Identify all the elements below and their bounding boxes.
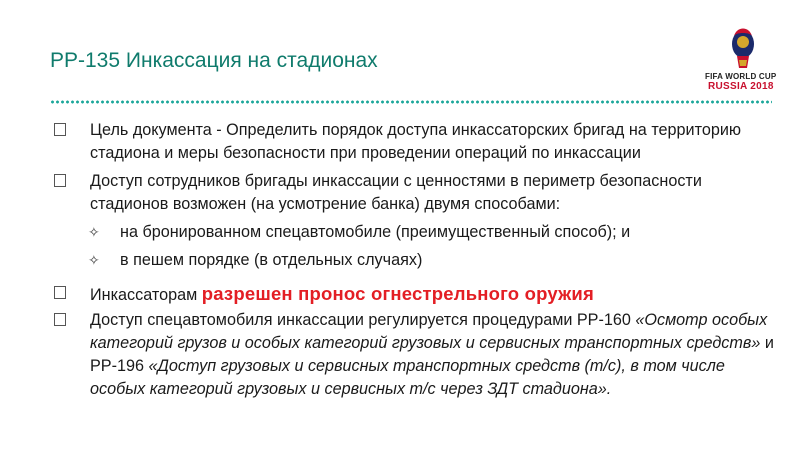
bullet-item: [50, 119, 780, 165]
bullet-text: Цель документа - Определить порядок доступа инкассаторских бригад на территорию стадиона и меры безопасности при проведении операций по инкассации: [90, 121, 742, 162]
bullet-item: [50, 170, 780, 216]
sub-bullet-text: в пешем порядке (в отдельных случаях): [120, 251, 423, 269]
sub-bullet-text: на бронированном спецавтомобиле (преимущественный способ); и: [120, 223, 631, 241]
square-bullet-icon: [54, 313, 66, 326]
sub-bullet-item: [50, 221, 780, 244]
sub-bullet-item: [50, 249, 780, 272]
italic-procedure-name: «Доступ грузовых и сервисных транспортных средств (т/с), в том числе особых категорий грузовых и сервисных т/с через ЗДТ стадиона».: [90, 357, 725, 398]
italic-procedure-name: «Осмотр особых категорий грузов и особых категорий грузовых и сервисных транспортных средств»: [90, 311, 768, 352]
bullet-text-part: Доступ спецавтомобиля инкассации регулируется процедурами РР-160: [90, 311, 636, 329]
logo-text-fifa: FIFA WORLD CUP: [705, 72, 777, 81]
bullet-item: [50, 282, 780, 307]
slide-title: РР-135 Инкассация на стадионах: [50, 49, 378, 72]
square-bullet-icon: [54, 174, 66, 187]
diamond-bullet-icon: ✧: [88, 252, 100, 268]
diamond-bullet-icon: ✧: [88, 224, 100, 240]
dotted-divider: [50, 98, 772, 106]
square-bullet-icon: [54, 123, 66, 136]
bullet-text: Доступ сотрудников бригады инкассации с ценностями в периметр безопасности стадионов возможен (на усмотрение банка) двумя способами:: [90, 172, 702, 213]
logo-text-russia: RUSSIA 2018: [708, 81, 774, 92]
highlight-text: разрешен пронос огнестрельного оружия: [201, 283, 594, 304]
slide-body: [50, 119, 780, 401]
square-bullet-icon: [54, 286, 66, 299]
bullet-prefix: Инкассаторам: [90, 286, 202, 304]
bullet-item: [50, 309, 780, 401]
bullet-text-part: и РР-196: [90, 334, 774, 375]
